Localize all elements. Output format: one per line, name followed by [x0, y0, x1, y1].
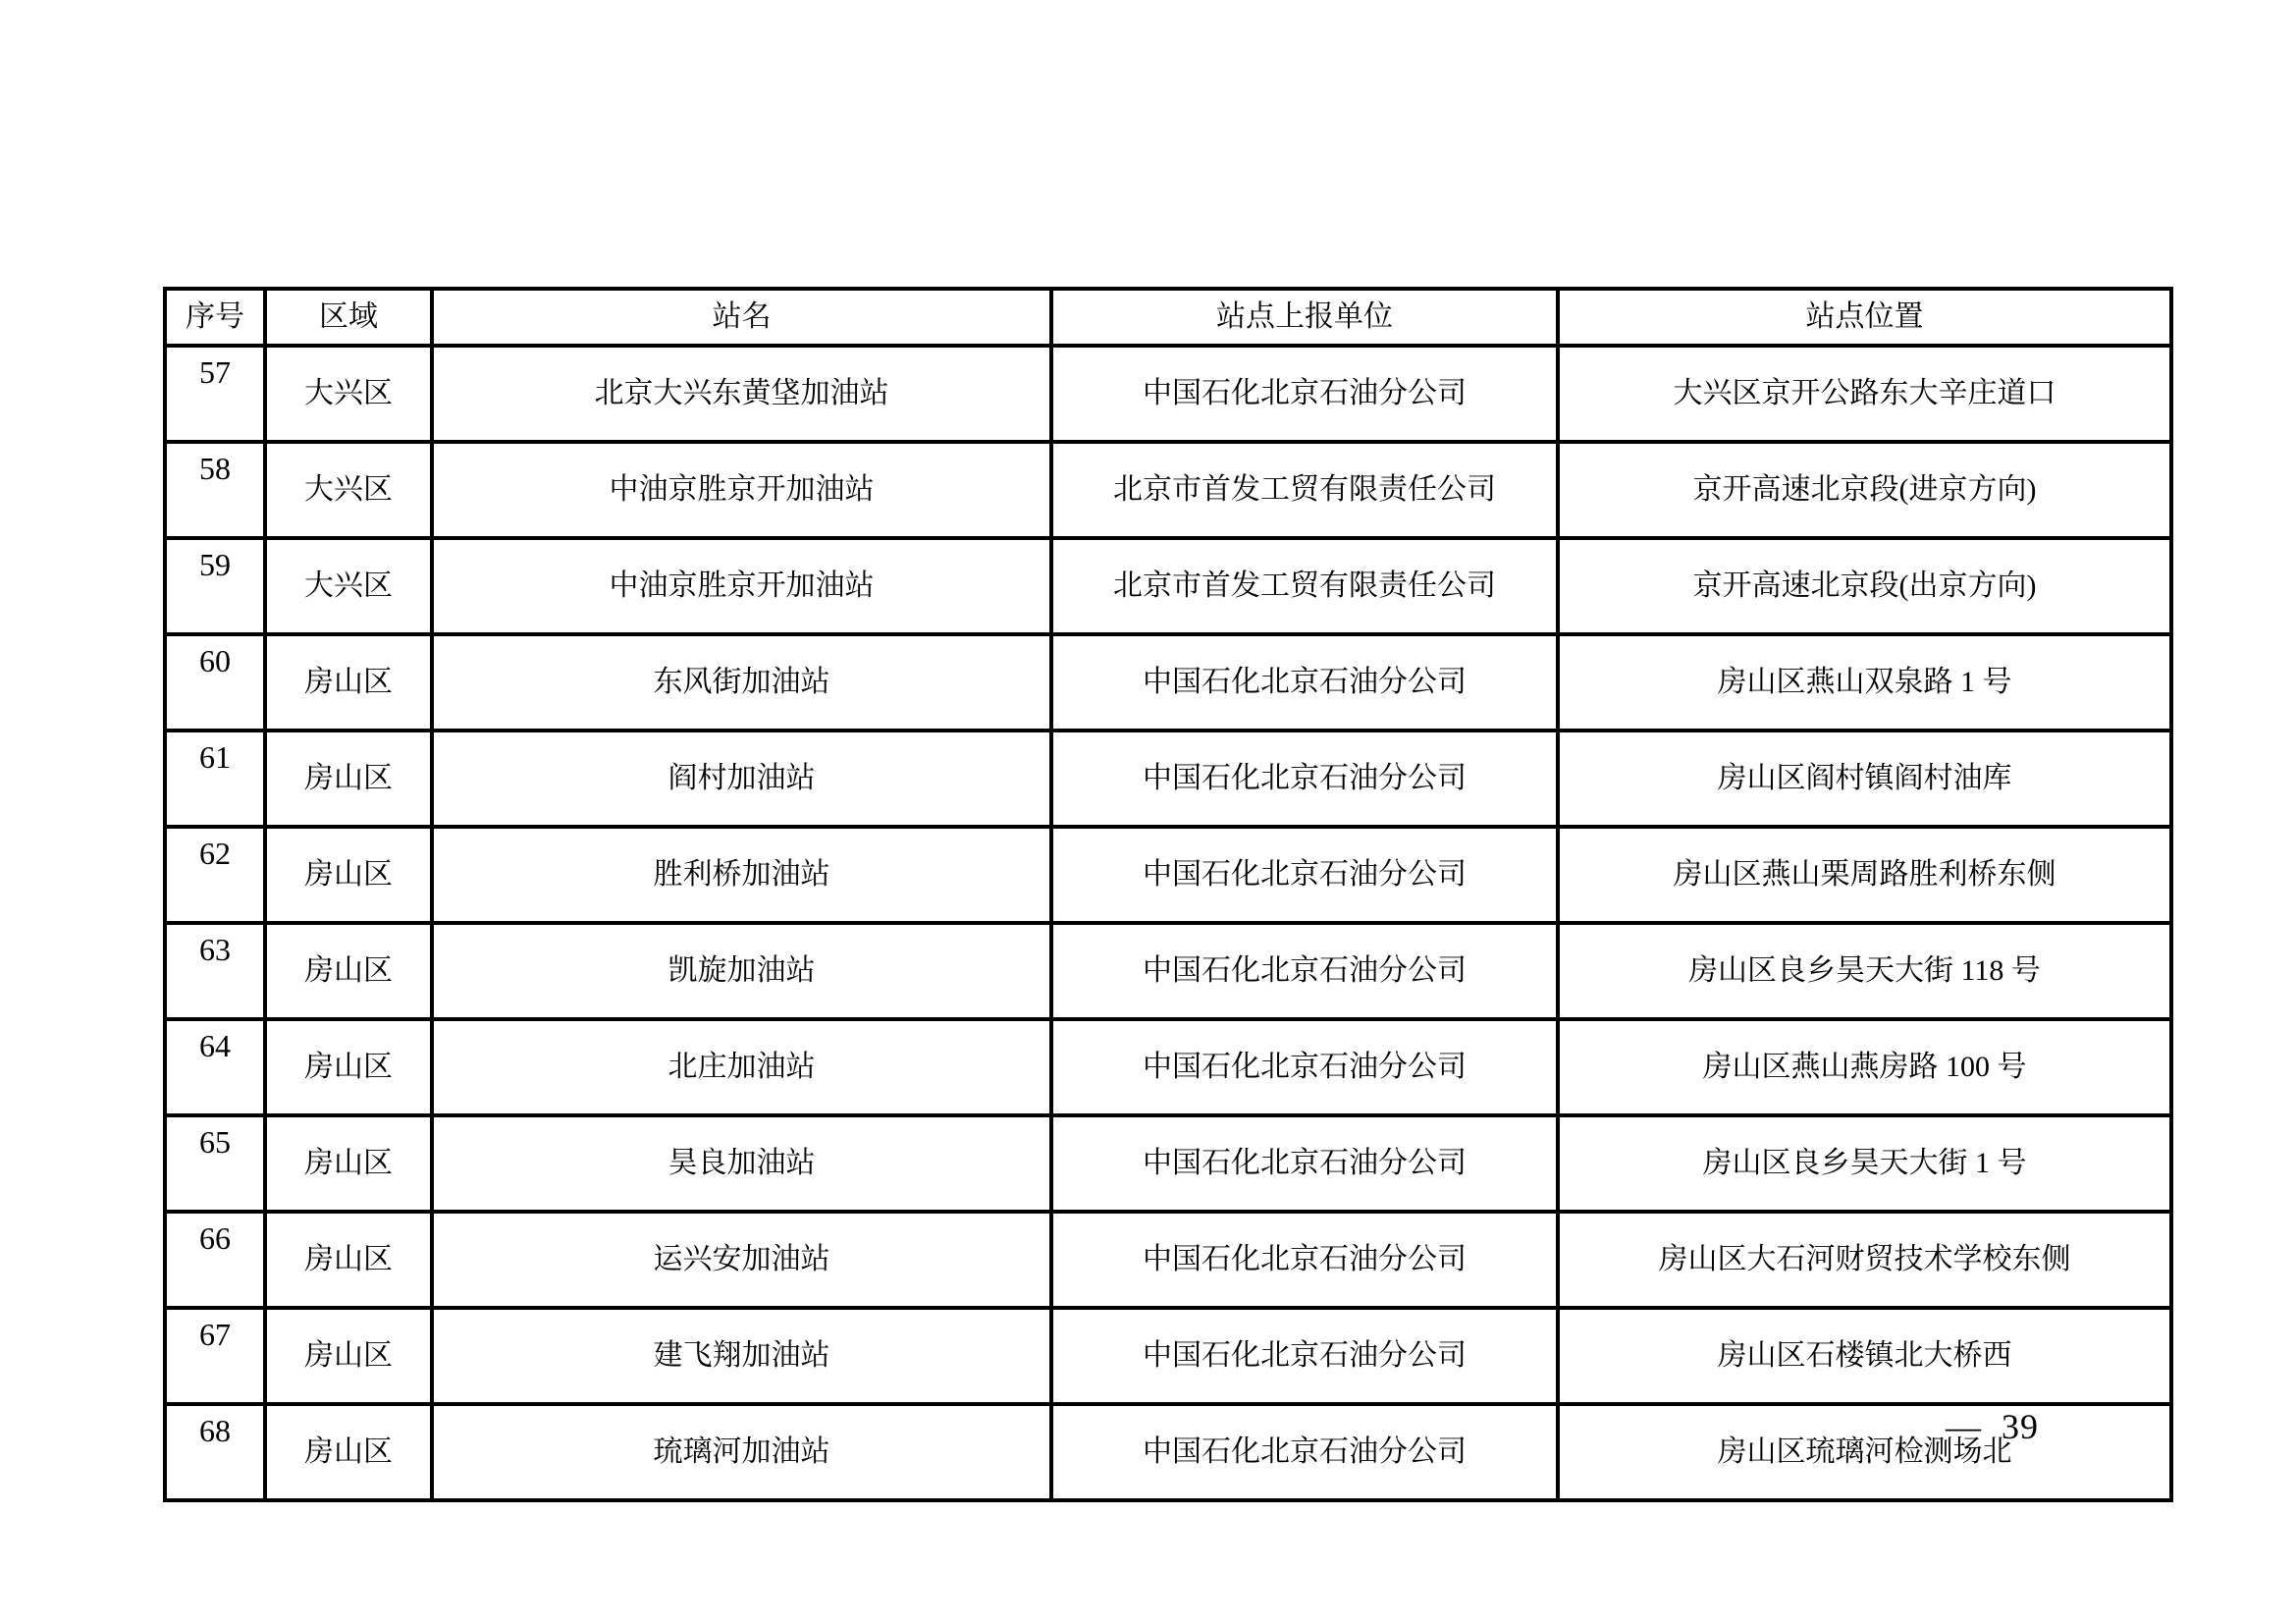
row-number-cell: 61: [165, 731, 265, 827]
row-number-cell: 60: [165, 634, 265, 731]
station-name-cell: 胜利桥加油站: [432, 827, 1051, 923]
region-cell: 房山区: [265, 634, 432, 731]
station-name-cell: 建飞翔加油站: [432, 1308, 1051, 1404]
table-row: [165, 1212, 2171, 1308]
station-name-cell: 琉璃河加油站: [432, 1404, 1051, 1500]
location-cell: 房山区燕山栗周路胜利桥东侧: [1558, 827, 2171, 923]
table-row: [165, 634, 2171, 731]
reporting-unit-cell: 中国石化北京石油分公司: [1051, 1308, 1558, 1404]
column-header-seq: 序号: [165, 289, 265, 346]
table-row: [165, 1019, 2171, 1115]
table-row: [165, 1308, 2171, 1404]
location-cell: 房山区石楼镇北大桥西: [1558, 1308, 2171, 1404]
region-cell: 房山区: [265, 1212, 432, 1308]
location-cell: 房山区燕山双泉路 1 号: [1558, 634, 2171, 731]
row-number-cell: 58: [165, 442, 265, 538]
station-name-cell: 北京大兴东黄垡加油站: [432, 346, 1051, 442]
row-number-cell: 57: [165, 346, 265, 442]
reporting-unit-cell: 北京市首发工贸有限责任公司: [1051, 442, 1558, 538]
region-cell: 大兴区: [265, 442, 432, 538]
reporting-unit-cell: 中国石化北京石油分公司: [1051, 1404, 1558, 1500]
row-number-cell: 64: [165, 1019, 265, 1115]
table-row: [165, 731, 2171, 827]
region-cell: 房山区: [265, 1115, 432, 1212]
row-number-cell: 66: [165, 1212, 265, 1308]
table-row: [165, 827, 2171, 923]
reporting-unit-cell: 中国石化北京石油分公司: [1051, 827, 1558, 923]
region-cell: 大兴区: [265, 346, 432, 442]
station-name-cell: 阎村加油站: [432, 731, 1051, 827]
reporting-unit-cell: 中国石化北京石油分公司: [1051, 634, 1558, 731]
reporting-unit-cell: 中国石化北京石油分公司: [1051, 1212, 1558, 1308]
station-name-cell: 昊良加油站: [432, 1115, 1051, 1212]
table-body: [165, 346, 2171, 1500]
station-name-cell: 凯旋加油站: [432, 923, 1051, 1019]
table-row: [165, 442, 2171, 538]
location-cell: 大兴区京开公路东大辛庄道口: [1558, 346, 2171, 442]
column-header-region: 区域: [265, 289, 432, 346]
location-cell: 京开高速北京段(出京方向): [1558, 538, 2171, 634]
table-row: [165, 923, 2171, 1019]
table-row: [165, 1115, 2171, 1212]
reporting-unit-cell: 中国石化北京石油分公司: [1051, 1019, 1558, 1115]
location-cell: 房山区良乡昊天大街 118 号: [1558, 923, 2171, 1019]
row-number-cell: 68: [165, 1404, 265, 1500]
region-cell: 房山区: [265, 1019, 432, 1115]
table-row: [165, 1404, 2171, 1500]
header-row: [165, 289, 2171, 346]
station-name-cell: 中油京胜京开加油站: [432, 442, 1051, 538]
column-header-reporter: 站点上报单位: [1051, 289, 1558, 346]
station-name-cell: 中油京胜京开加油站: [432, 538, 1051, 634]
location-cell: 房山区大石河财贸技术学校东侧: [1558, 1212, 2171, 1308]
row-number-cell: 63: [165, 923, 265, 1019]
station-name-cell: 运兴安加油站: [432, 1212, 1051, 1308]
reporting-unit-cell: 中国石化北京石油分公司: [1051, 731, 1558, 827]
reporting-unit-cell: 中国石化北京石油分公司: [1051, 1115, 1558, 1212]
reporting-unit-cell: 中国石化北京石油分公司: [1051, 923, 1558, 1019]
page-number: — 39: [1946, 1407, 2039, 1446]
region-cell: 房山区: [265, 827, 432, 923]
column-header-station: 站名: [432, 289, 1051, 346]
reporting-unit-cell: 北京市首发工贸有限责任公司: [1051, 538, 1558, 634]
station-name-cell: 北庄加油站: [432, 1019, 1051, 1115]
region-cell: 大兴区: [265, 538, 432, 634]
region-cell: 房山区: [265, 1308, 432, 1404]
table-row: [165, 538, 2171, 634]
station-name-cell: 东风街加油站: [432, 634, 1051, 731]
column-header-location: 站点位置: [1558, 289, 2171, 346]
row-number-cell: 67: [165, 1308, 265, 1404]
row-number-cell: 59: [165, 538, 265, 634]
row-number-cell: 62: [165, 827, 265, 923]
table-header: [165, 289, 2171, 346]
location-cell: 房山区良乡昊天大街 1 号: [1558, 1115, 2171, 1212]
location-cell: 房山区燕山燕房路 100 号: [1558, 1019, 2171, 1115]
row-number-cell: 65: [165, 1115, 265, 1212]
table-row: [165, 346, 2171, 442]
region-cell: 房山区: [265, 731, 432, 827]
region-cell: 房山区: [265, 1404, 432, 1500]
region-cell: 房山区: [265, 923, 432, 1019]
location-cell: 房山区阎村镇阎村油库: [1558, 731, 2171, 827]
location-cell: 房山区琉璃河检测场北: [1558, 1404, 2171, 1500]
gas-station-table: [163, 287, 2173, 1502]
location-cell: 京开高速北京段(进京方向): [1558, 442, 2171, 538]
reporting-unit-cell: 中国石化北京石油分公司: [1051, 346, 1558, 442]
